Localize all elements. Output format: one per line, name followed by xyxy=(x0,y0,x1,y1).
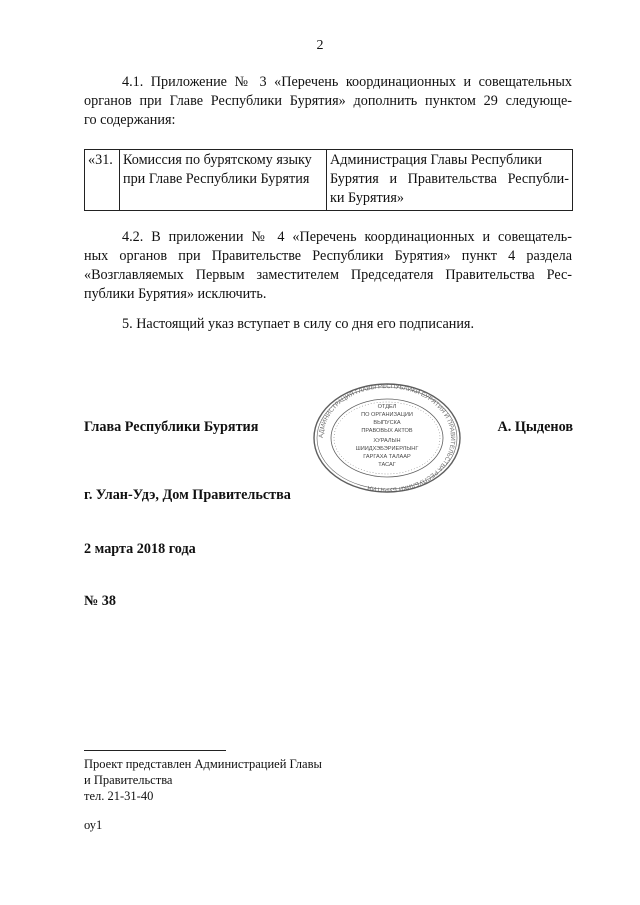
entry-body-cell xyxy=(327,150,573,211)
page-number: 2 xyxy=(316,38,324,53)
document-code: оу1 xyxy=(84,818,103,832)
official-stamp-seal xyxy=(312,383,462,493)
footer-divider xyxy=(84,750,226,751)
paragraph-line: публики Бурятия» исключить. xyxy=(84,286,267,302)
signing-date: 2 марта 2018 года xyxy=(84,541,196,557)
stamp-line: ГАРГАХА ТАЛААР xyxy=(363,454,411,460)
stamp-line: ОТДЕЛ xyxy=(377,404,397,410)
footer-note xyxy=(84,756,322,804)
stamp-line: ХУРАЛЫН xyxy=(373,438,401,444)
stamp-line: ВЫПУСКА xyxy=(373,420,401,426)
signatory-position: Глава Республики Бурятия xyxy=(84,419,259,435)
entry-name-line: Комиссия по бурятскому языку xyxy=(123,152,312,168)
entry-name-cell xyxy=(120,150,327,211)
document-number: № 38 xyxy=(84,593,116,609)
entry-body-line: Бурятия и Правительства Республи- xyxy=(330,171,569,187)
stamp-line: ПО ОРГАНИЗАЦИИ xyxy=(361,412,413,418)
paragraph-line: ных органов при Правительстве Республики Бурятия» пункт 4 раздела xyxy=(84,248,572,264)
paragraph-line: 4.1. Приложение № 3 «Перечень координационных и совещательных xyxy=(122,74,572,90)
paragraph-5 xyxy=(84,315,572,334)
signing-place: г. Улан-Удэ, Дом Правительства xyxy=(84,487,291,503)
footer-line: Проект представлен Администрацией Главы xyxy=(84,757,322,771)
stamp-line: ПРАВОВЫХ АКТОВ xyxy=(361,428,413,434)
appendix-entry-table xyxy=(84,149,573,211)
footer-line: и Правительства xyxy=(84,773,173,787)
stamp-ring-text: АДМИНИСТРАЦИЯ ГЛАВЫ РЕСПУБЛИКИ БУРЯТИЯ И ПРАВИТЕЛЬСТВА РЕСПУБЛИКИ БУРЯТИЯ xyxy=(317,383,457,493)
paragraph-4-1 xyxy=(84,73,572,130)
stamp-line: ШИИДХЭБЭРИЕРЛЫНГ xyxy=(355,446,419,452)
entry-name-line: при Главе Республики Бурятия xyxy=(123,171,310,187)
paragraph-line: 4.2. В приложении № 4 «Перечень координационных и совещатель- xyxy=(122,229,572,245)
entry-body-line: ки Бурятия» xyxy=(330,190,404,206)
stamp-line: ТАСАГ xyxy=(378,462,396,468)
paragraph-line: го содержания: xyxy=(84,112,176,128)
paragraph-line: органов при Главе Республики Бурятия» дополнить пунктом 29 следующе- xyxy=(84,93,572,109)
entry-body-line: Администрация Главы Республики xyxy=(330,152,543,168)
table-row xyxy=(85,150,573,211)
paragraph-4-2 xyxy=(84,228,572,304)
signatory-name: А. Цыденов xyxy=(497,419,573,435)
entry-number: «31. xyxy=(85,150,120,211)
paragraph-line: «Возглавляемых Первым заместителем Председателя Правительства Рес- xyxy=(84,267,572,283)
paragraph-line: 5. Настоящий указ вступает в силу со дня его подписания. xyxy=(122,316,475,332)
footer-line: тел. 21-31-40 xyxy=(84,789,154,803)
